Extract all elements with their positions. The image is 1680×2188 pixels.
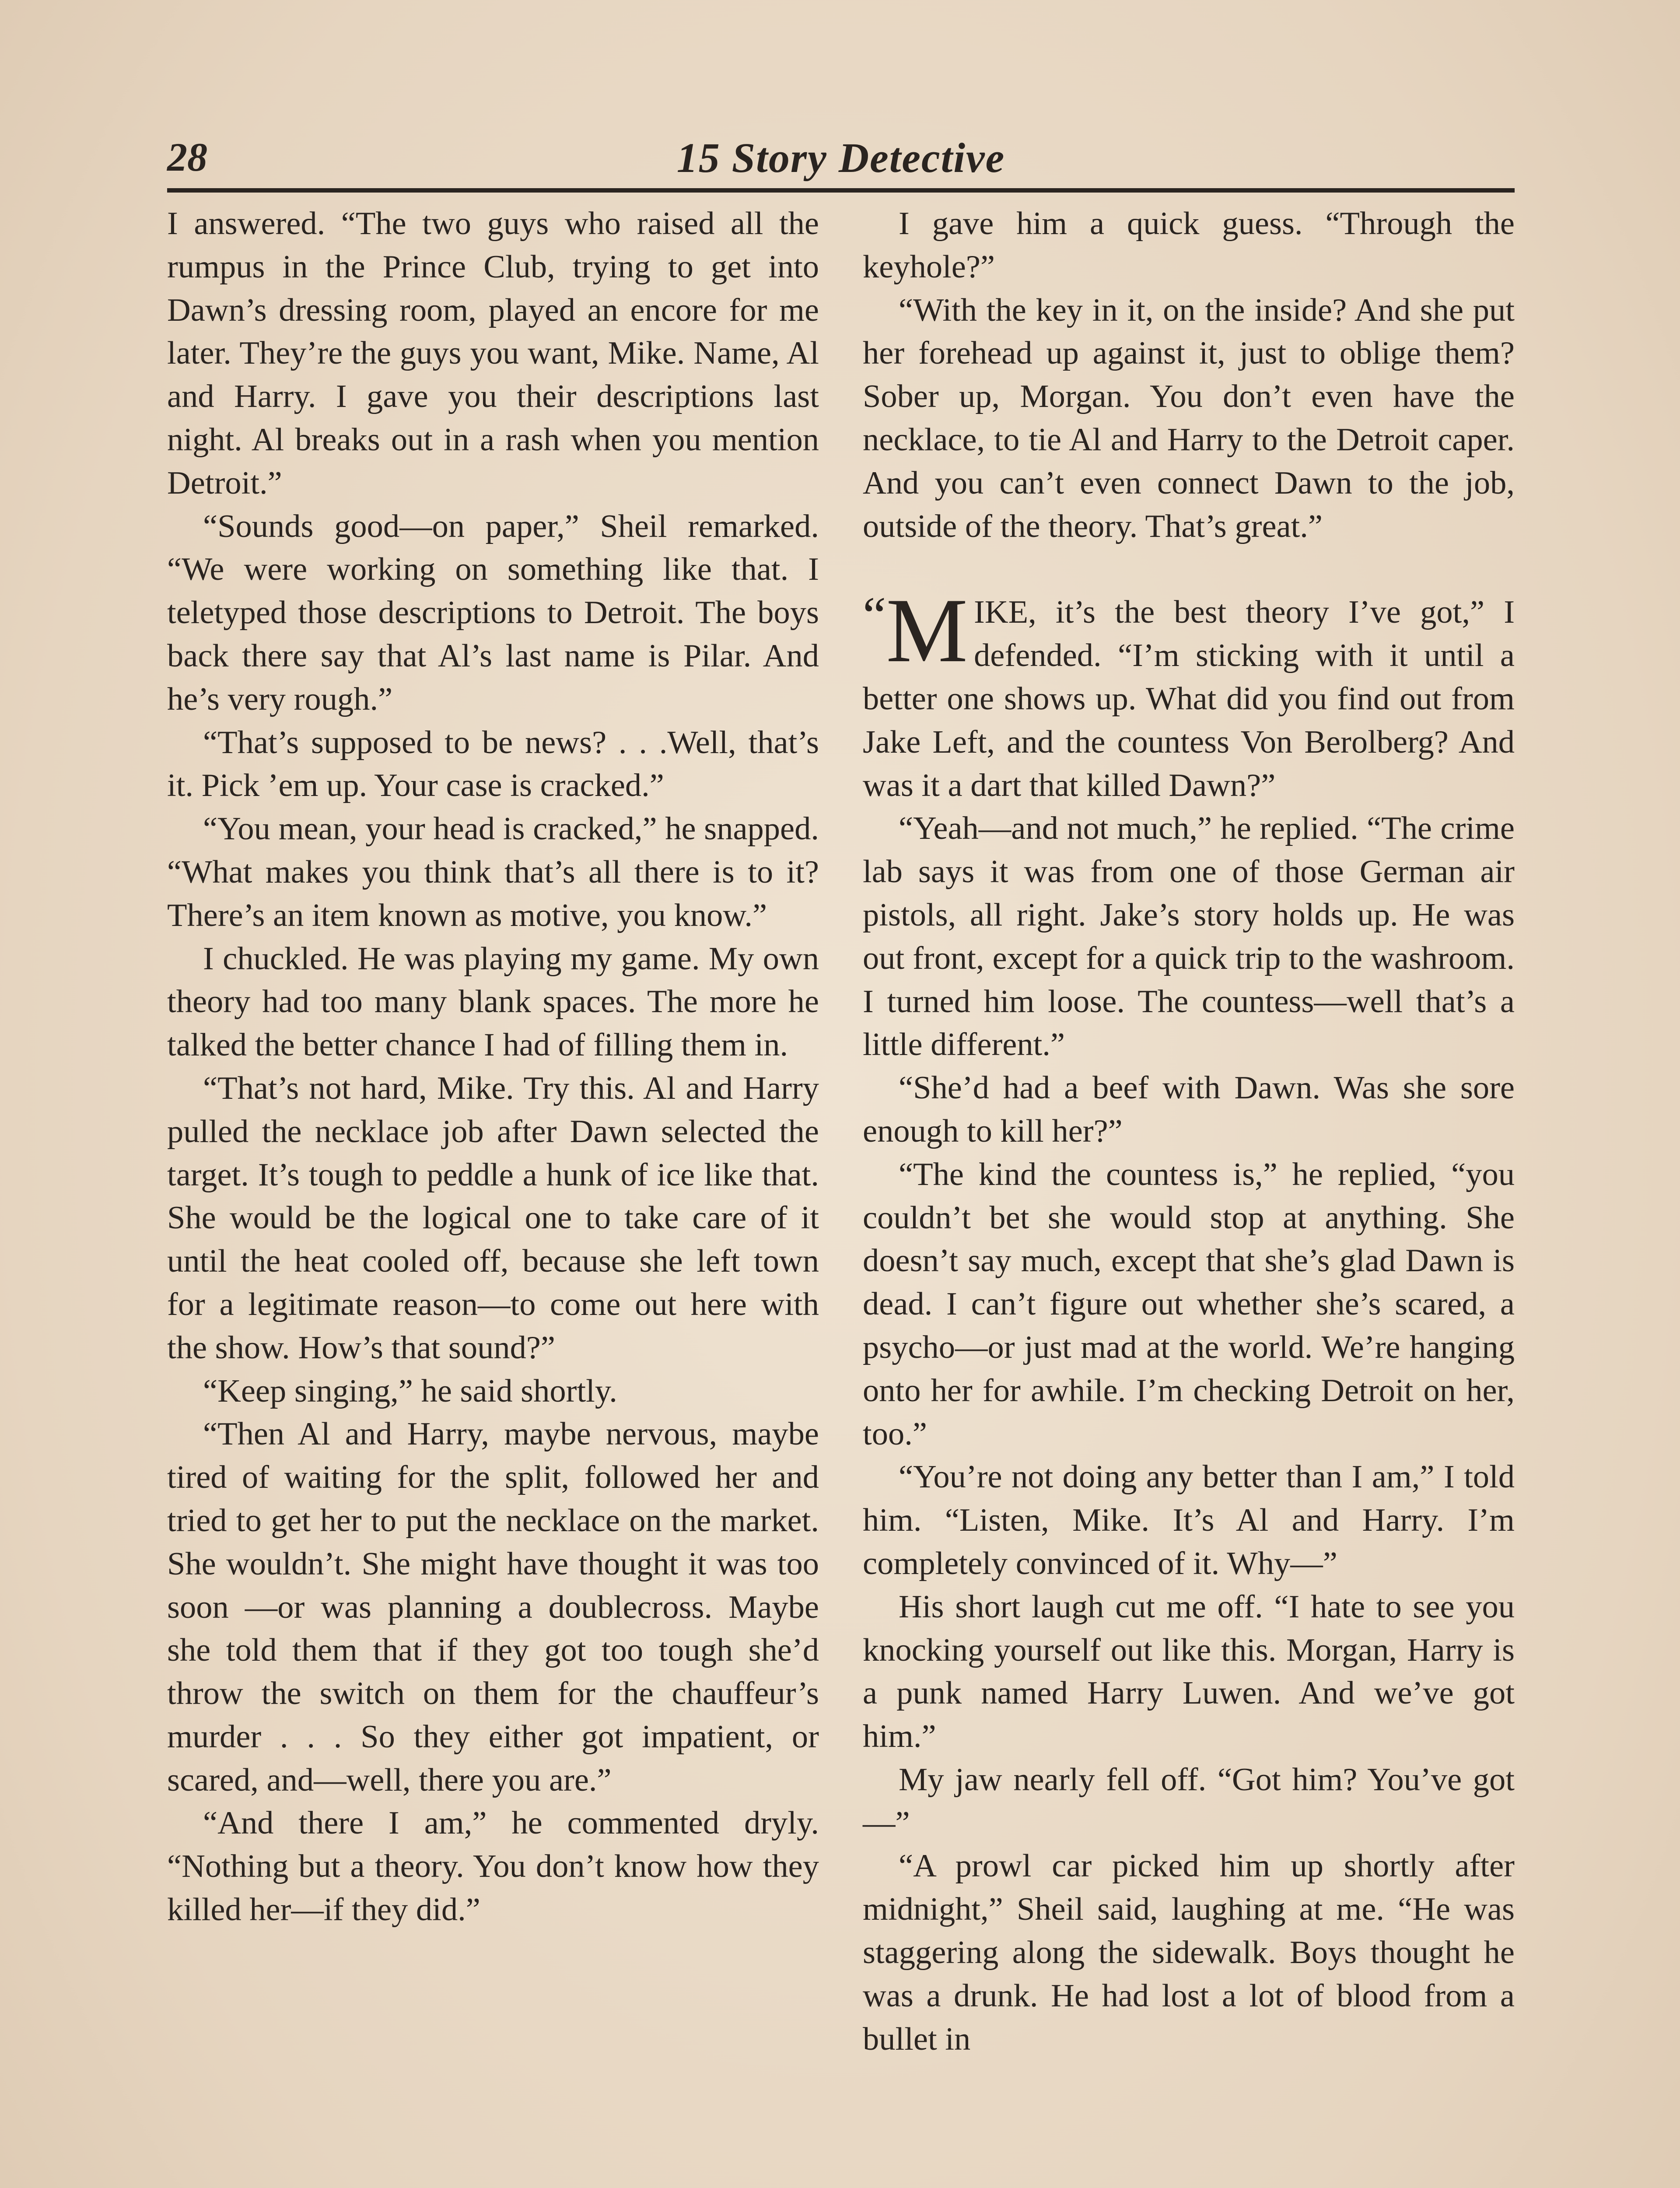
paragraph: “That’s not hard, Mike. Try this. Al and Harry pulled the necklace job after Dawn selected the target. It’s tough to peddle a hunk of ice like that. She would be the logical one to take care of it until the heat cooled off, because she left town for a legitimate reason—to come out here with the show. How’s that sound?” <box>167 1070 819 1366</box>
drop-cap <box>863 580 968 682</box>
paragraph: “With the key in it, on the inside? And she put her forehead up against it, just to oblige them? Sober up, Morgan. You don’t even have the necklace, to tie Al and Harry to the Detroit caper. And you can’t even connect Dawn to the job, outside of the theory. That’s great.” <box>863 292 1515 544</box>
paragraph: “Yeah—and not much,” he replied. “The crime lab says it was from one of those German air pistols, all right. Jake’s story holds up. He was out front, except for a quick trip to the washroom. I turned him loose. The countess—well that’s a little different.” <box>863 810 1515 1063</box>
page-header <box>167 123 1515 193</box>
running-title: 15 Story Detective <box>676 134 1005 181</box>
paragraph: “You mean, your head is cracked,” he snapped. “What makes you think that’s all there is to it? There’s an item known as motive, you know.” <box>167 811 819 933</box>
dropcap-text: IKE, it’s the best theory I’ve got,” I defended. “I’m sticking with it until a better one shows up. What did you find out from Jake Left, and the countess Von Berolberg? And was it a dart that killed Dawn?” <box>863 594 1515 803</box>
paragraph: His short laugh cut me off. “I hate to see you knocking yourself out like this. Morgan, Harry is a punk named Harry Luwen. And we’ve got him.” <box>863 1588 1515 1755</box>
paragraph: “You’re not doing any better than I am,” I told him. “Listen, Mike. It’s Al and Harry. I’m completely convinced of it. Why—” <box>863 1459 1515 1581</box>
drop-cap-letter: M <box>886 580 968 682</box>
paragraph: “The kind the countess is,” he replied, “you couldn’t bet she would stop at anything. She doesn’t say much, except that she’s glad Dawn is dead. I can’t figure out whether she’s scared, a psycho—or just mad at the world. We’re hanging onto her for awhile. I’m checking Detroit on her, too.” <box>863 1156 1515 1452</box>
paragraph: “And there I am,” he commented dryly. “Nothing but a theory. You don’t know how they killed her—if they did.” <box>167 1805 819 1928</box>
paragraph: “That’s supposed to be news? . . .Well, that’s it. Pick ’em up. Your case is cracked.” <box>167 724 819 804</box>
paragraph: My jaw nearly fell off. “Got him? You’ve got—” <box>863 1761 1515 1841</box>
paragraph: I gave him a quick guess. “Through the keyhole?” <box>863 206 1515 285</box>
paragraph: “A prowl car picked him up shortly after midnight,” Sheil said, laughing at me. “He was staggering along the sidewalk. Boys thought he was a drunk. He had lost a lot of blood from a bullet in <box>863 1848 1515 2057</box>
left-column <box>167 202 819 1932</box>
page-number: 28 <box>167 135 207 179</box>
paragraph: “Then Al and Harry, maybe nervous, maybe tired of waiting for the split, followed her and tried to get her to put the necklace on the market. She wouldn’t. She might have thought it was too soon —or was planning a doublecross. Maybe she told them that if they got too tough she’d throw the switch on them for the chauffeur’s murder . . . So they either got impatient, or scared, and—well, there you are.” <box>167 1416 819 1798</box>
dropcap-paragraph <box>863 580 1515 807</box>
drop-cap-quote: “ <box>863 586 886 645</box>
paragraph: “Sounds good—on paper,” Sheil remarked. “We were working on something like that. I teletyped those descriptions to Detroit. The boys back there say that Al’s last name is Pilar. And he’s very rough.” <box>167 508 819 717</box>
paragraph: I chuckled. He was playing my game. My own theory had too many blank spaces. The more he talked the better chance I had of filling them in. <box>167 940 819 1063</box>
right-column <box>863 202 1515 2061</box>
paragraph: I answered. “The two guys who raised all the rumpus in the Prince Club, trying to get into Dawn’s dressing room, played an encore for me later. They’re the guys you want, Mike. Name, Al and Harry. I gave you their descriptions last night. Al breaks out in a rash when you mention Detroit.” <box>167 206 819 501</box>
paragraph: “She’d had a beef with Dawn. Was she sore enough to kill her?” <box>863 1070 1515 1149</box>
paragraph: “Keep singing,” he said shortly. <box>203 1373 617 1409</box>
